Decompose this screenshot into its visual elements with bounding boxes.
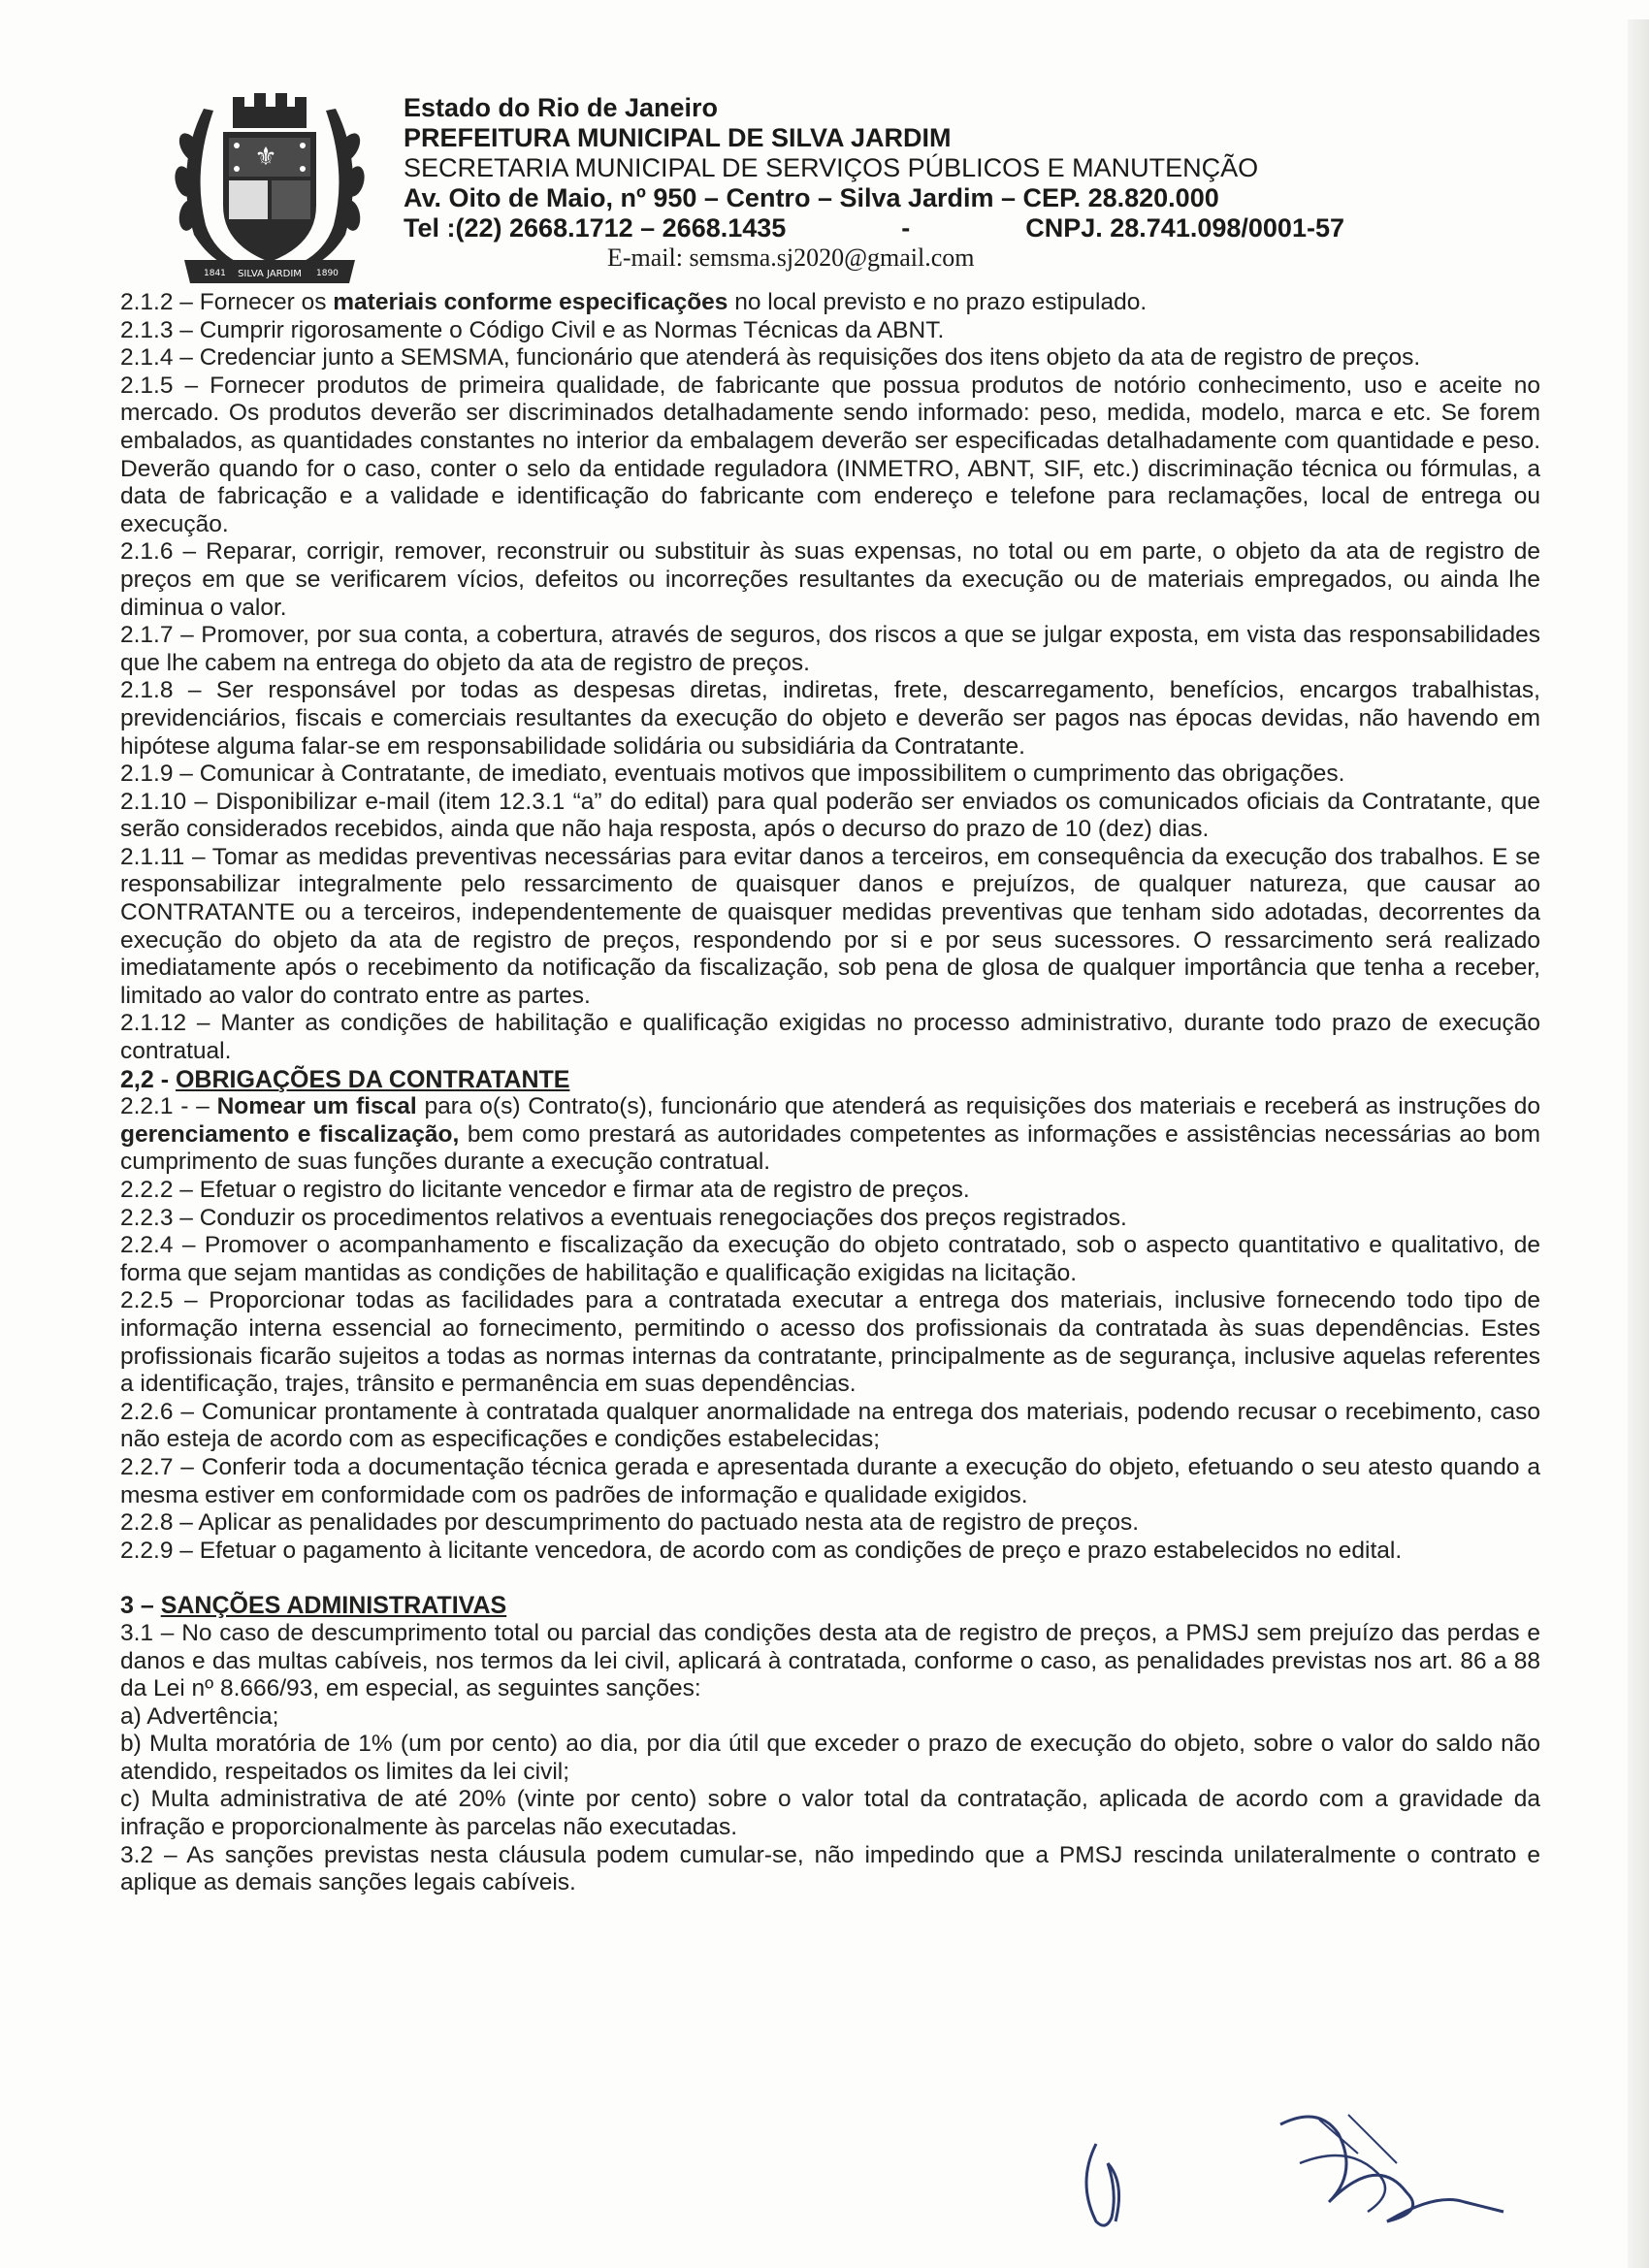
clause-2-1-11: 2.1.11 – Tomar as medidas preventivas necessárias para evitar danos a terceiros, em consequência da execução dos trabalhos. E se responsabilizar integralmente pelo ressarcimento de quaisquer danos e prejuízos, de qualquer natureza, que causar ao CONTRATANTE ou a terceiros, independentemente de quaisquer medidas preventivas que tenham sido adotadas, decorrentes da execução do objeto da ata de registro de preços, respondendo por si e por seus sucessores. O ressarcimento será realizado imediatamente após o recebimento da notificação da fiscalização, sob pena de glosa de qualquer importância que tenha a receber, limitado ao valor do contrato entre as partes. — [120, 843, 1540, 1009]
coat-of-arms-icon — [165, 89, 374, 289]
clause-2-1-6: 2.1.6 – Reparar, corrigir, remover, reconstruir ou substituir às suas expensas, no total ou em parte, o objeto da ata de registro de preços em que se verificarem vícios, defeitos ou incorreções resultantes da execução ou de materiais empregados, ou ainda lhe diminua o valor. — [120, 538, 1540, 621]
clause-text: 2.1.2 – Fornecer os — [120, 289, 334, 315]
header-secretariat: SECRETARIA MUNICIPAL DE SERVIÇOS PÚBLICOS E MANUTENÇÃO — [404, 153, 1259, 182]
clause-emphasis: Nomear um fiscal — [216, 1093, 417, 1120]
section-number: 3 – — [120, 1592, 161, 1620]
spacer — [120, 1565, 1540, 1592]
clause-2-1-4: 2.1.4 – Credenciar junto a SEMSMA, funcionário que atenderá às requisições dos itens objeto da ata de registro de preços. — [120, 344, 1421, 372]
clause-text: no local previsto e no prazo estipulado. — [728, 289, 1148, 315]
section-number: 2,2 - — [120, 1065, 176, 1093]
header-state: Estado do Rio de Janeiro — [404, 93, 719, 122]
letterhead — [404, 93, 1374, 273]
header-separator: - — [901, 213, 911, 243]
document-body — [120, 289, 1540, 1897]
clause-2-2-3: 2.2.3 – Conduzir os procedimentos relativos a eventuais renegociações dos preços registrados. — [120, 1204, 1127, 1231]
clause-2-2-4: 2.2.4 – Promover o acompanhamento e fiscalização da execução do objeto contratado, sob o aspecto quantitativo e qualitativo, de forma que sejam mantidas as condições de habilitação e qualificação exigidas na licitação. — [120, 1232, 1540, 1286]
clause-3-1: 3.1 – No caso de descumprimento total ou parcial das condições desta ata de registro de preços, a PMSJ sem prejuízo das perdas e danos e das multas cabíveis, nos termos da lei civil, aplicará à contratada, conforme o caso, as penalidades previstas nos art. 86 a 88 da Lei nº 8.666/93, em especial, as seguintes sanções: — [120, 1619, 1540, 1702]
svg-text:⚜: ⚜ — [254, 143, 277, 172]
seal-banner: SILVA JARDIM — [238, 269, 302, 279]
signature-rubric-right — [1261, 2095, 1513, 2241]
clause-2-2-1 — [120, 1093, 1540, 1177]
clause-2-2-9: 2.2.9 – Efetuar o pagamento à licitante vencedora, de acordo com as condições de preço e prazo estabelecidos no edital. — [120, 1537, 1403, 1564]
section-title: OBRIGAÇÕES DA CONTRATANTE — [175, 1065, 570, 1093]
section-title: SANÇÕES ADMINISTRATIVAS — [160, 1592, 507, 1620]
section-heading-3 — [120, 1592, 1540, 1620]
seal-year-right: 1890 — [316, 269, 339, 278]
header-phone: Tel :(22) 2668.1712 – 2668.1435 — [404, 213, 787, 243]
page-edge-shadow — [1628, 19, 1649, 2268]
clause-emphasis: gerenciamento e fiscalização, — [120, 1120, 460, 1148]
clause-2-1-9: 2.1.9 – Comunicar à Contratante, de imediato, eventuais motivos que impossibilitem o cumprimento das obrigações. — [120, 761, 1345, 788]
seal-year-left: 1841 — [204, 269, 226, 278]
clause-3-1-a: a) Advertência; — [120, 1702, 279, 1730]
clause-2-1-3: 2.1.3 – Cumprir rigorosamente o Código Civil e as Normas Técnicas da ABNT. — [120, 316, 945, 343]
clause-2-1-10: 2.1.10 – Disponibilizar e-mail (item 12.3.1 “a” do edital) para qual poderão ser enviados os comunicados oficiais da Contratante, que serão considerados recebidos, ainda que não haja resposta, após o decurso do prazo de 10 (dez) dias. — [120, 788, 1540, 843]
header-prefecture: PREFEITURA MUNICIPAL DE SILVA JARDIM — [404, 123, 952, 152]
clause-2-2-2: 2.2.2 – Efetuar o registro do licitante vencedor e firmar ata de registro de preços. — [120, 1177, 970, 1203]
clause-emphasis: materiais conforme especificações — [333, 289, 728, 315]
clause-text: 2.2.1 - – — [120, 1093, 217, 1120]
clause-2-1-2 — [120, 289, 1540, 317]
clause-text: bem como prestará as autoridades competentes as informações e assistências necessárias ao bom cumprimento de suas funções durante a execução contratual. — [120, 1120, 1541, 1176]
clause-text: para o(s) Contrato(s), funcionário que atenderá as requisições dos materiais e receberá as instruções do — [416, 1093, 1540, 1120]
clause-3-2: 3.2 – As sanções previstas nesta cláusula podem cumular-se, não impedindo que a PMSJ rescinda unilateralmente o contrato e aplique as demais sanções legais cabíveis. — [120, 1841, 1540, 1896]
clause-2-1-8: 2.1.8 – Ser responsável por todas as despesas diretas, indiretas, frete, descarregamento, benefícios, encargos trabalhistas, previdenciários, fiscais e comerciais resultantes da execução do objeto e deverão ser pagos nas épocas devidas, não havendo em hipótese alguma falar-se em responsabilidade solidária ou subsidiária da Contratante. — [120, 677, 1540, 760]
header-address: Av. Oito de Maio, nº 950 – Centro – Silva Jardim – CEP. 28.820.000 — [404, 183, 1219, 212]
clause-2-2-5: 2.2.5 – Proporcionar todas as facilidades para a contratada executar a entrega dos materiais, inclusive fornecendo todo tipo de informação interna essencial ao fornecimento, permitindo o acesso dos profissionais da contratada às suas dependências. Estes profissionais ficarão sujeitos a todas as normas internas da contratante, principalmente as de segurança, inclusive aquelas referentes a identificação, trajes, trânsito e permanência em suas dependências. — [120, 1287, 1540, 1398]
clause-2-2-6: 2.2.6 – Comunicar prontamente à contratada qualquer anormalidade na entrega dos materiais, podendo recusar o recebimento, caso não esteja de acordo com as especificações e condições estabelecidas; — [120, 1398, 1540, 1453]
clause-2-1-5: 2.1.5 – Fornecer produtos de primeira qualidade, de fabricante que possua produtos de notório conhecimento, uso e aceite no mercado. Os produtos deverão ser discriminados detalhadamente sendo informado: peso, medida, modelo, marca e etc. Se forem embalados, as quantidades constantes no interior da embalagem deverão ser especificadas detalhadamente com quantidade e peso. Deverão quando for o caso, conter o selo da entidade reguladora (INMETRO, ABNT, SIF, etc.) discriminação técnica ou fórmulas, a data de fabricação e a validade e identificação do fabricante com endereço e telefone para reclamações, local de entrega ou execução. — [120, 372, 1540, 537]
clause-3-1-c: c) Multa administrativa de até 20% (vinte por cento) sobre o valor total da contratação, aplicada de acordo com a gravidade da infração e proporcionalmente às parcelas não executadas. — [120, 1786, 1540, 1841]
clause-3-1-b: b) Multa moratória de 1% (um por cento) ao dia, por dia útil que exceder o prazo de execução do objeto, sobre o valor do saldo não atendido, respeitados os limites da lei civil; — [120, 1731, 1540, 1785]
header-contact-line — [404, 213, 1344, 243]
clause-2-1-7: 2.1.7 – Promover, por sua conta, a cobertura, através de seguros, dos riscos a que se julgar exposta, em vista das responsabilidades que lhe cabem na entrega do objeto da ata de registro de preços. — [120, 622, 1540, 676]
clause-2-2-7: 2.2.7 – Conferir toda a documentação técnica gerada e apresentada durante a execução do objeto, efetuando o seu atesto quando a mesma estiver em conformidade com os padrões de informação e qualidade exigidos. — [120, 1453, 1540, 1508]
header-cnpj: CNPJ. 28.741.098/0001-57 — [1025, 213, 1344, 243]
signature-initial-left — [1057, 2124, 1174, 2241]
section-heading-2-2 — [120, 1066, 1540, 1094]
clause-2-2-8: 2.2.8 – Aplicar as penalidades por descumprimento do pactuado nesta ata de registro de preços. — [120, 1509, 1140, 1537]
clause-2-1-12: 2.1.12 – Manter as condições de habilitação e qualificação exigidas no processo administrativo, durante todo prazo de execução contratual. — [120, 1010, 1540, 1065]
header-email: E-mail: semsma.sj2020@gmail.com — [607, 243, 975, 272]
